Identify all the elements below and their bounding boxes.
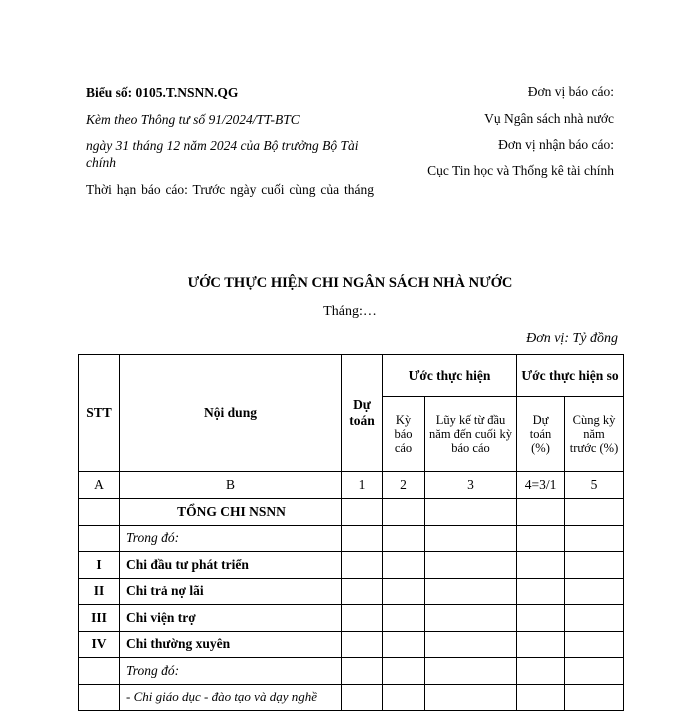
row-content: Trong đó:	[120, 525, 342, 552]
empty-cell	[565, 658, 624, 685]
empty-cell	[383, 631, 425, 658]
unit-label: Đơn vị: Tỷ đồng	[526, 331, 618, 346]
empty-cell	[383, 658, 425, 685]
empty-cell	[565, 684, 624, 711]
row-content: - Chi giáo dục - đào tạo và dạy nghề	[120, 684, 342, 711]
empty-cell	[342, 499, 383, 526]
empty-cell	[342, 552, 383, 579]
row-content: Chi viện trợ	[120, 605, 342, 632]
row-content: TỔNG CHI NSNN	[120, 499, 342, 526]
issue-date: ngày 31 tháng 12 năm 2024 của Bộ trưởng Bộ Tài chính	[86, 138, 359, 170]
table-row	[79, 525, 624, 552]
empty-cell	[425, 525, 517, 552]
header-compare: Ước thực hiện so	[517, 355, 624, 397]
empty-cell	[425, 658, 517, 685]
empty-cell	[565, 605, 624, 632]
table-row	[79, 605, 624, 632]
empty-cell	[565, 525, 624, 552]
reporting-unit-label: Đơn vị báo cáo:	[527, 84, 614, 99]
empty-cell	[425, 578, 517, 605]
empty-cell	[565, 578, 624, 605]
receiving-unit-label: Đơn vị nhận báo cáo:	[498, 137, 614, 152]
empty-cell	[342, 605, 383, 632]
index-cell: B	[120, 472, 342, 499]
index-cell: 5	[565, 472, 624, 499]
row-stt	[79, 658, 120, 685]
form-number: Biểu số: 0105.T.NSNN.QG	[86, 85, 239, 100]
row-stt: II	[79, 578, 120, 605]
table-row	[79, 499, 624, 526]
table-row	[79, 658, 624, 685]
empty-cell	[425, 605, 517, 632]
row-stt: III	[79, 605, 120, 632]
header-vs-last-year: Cùng kỳ năm trước (%)	[565, 397, 624, 472]
empty-cell	[383, 578, 425, 605]
header-estimated-implementation: Ước thực hiện	[383, 355, 517, 397]
empty-cell	[517, 684, 565, 711]
index-row	[79, 472, 624, 499]
report-deadline: Thời hạn báo cáo: Trước ngày cuối cùng của tháng	[86, 182, 374, 197]
empty-cell	[342, 658, 383, 685]
row-content: Trong đó:	[120, 658, 342, 685]
reporting-unit: Vụ Ngân sách nhà nước	[484, 111, 614, 126]
table-row	[79, 684, 624, 711]
budget-table	[78, 354, 624, 711]
index-cell: 4=3/1	[517, 472, 565, 499]
header-stt: STT	[79, 355, 120, 472]
empty-cell	[425, 631, 517, 658]
empty-cell	[517, 552, 565, 579]
header-content: Nội dung	[120, 355, 342, 472]
row-content: Chi thường xuyên	[120, 631, 342, 658]
report-title: ƯỚC THỰC HIỆN CHI NGÂN SÁCH NHÀ NƯỚC	[187, 275, 513, 291]
row-stt	[79, 525, 120, 552]
empty-cell	[383, 605, 425, 632]
table-row	[79, 552, 624, 579]
row-content: Chi đầu tư phát triển	[120, 552, 342, 579]
empty-cell	[383, 525, 425, 552]
empty-cell	[383, 684, 425, 711]
empty-cell	[383, 499, 425, 526]
row-stt	[79, 684, 120, 711]
table-row	[79, 631, 624, 658]
row-content: Chi trả nợ lãi	[120, 578, 342, 605]
table-row	[79, 578, 624, 605]
empty-cell	[383, 552, 425, 579]
report-month: Tháng:…	[323, 304, 377, 319]
header-estimate: Dự toán	[342, 355, 383, 472]
empty-cell	[342, 684, 383, 711]
circular-reference: Kèm theo Thông tư số 91/2024/TT-BTC	[86, 112, 300, 127]
empty-cell	[565, 499, 624, 526]
header-period: Kỳ báo cáo	[383, 397, 425, 472]
empty-cell	[565, 631, 624, 658]
empty-cell	[425, 499, 517, 526]
receiving-unit: Cục Tin học và Thống kê tài chính	[427, 163, 614, 178]
empty-cell	[342, 525, 383, 552]
index-cell: 2	[383, 472, 425, 499]
empty-cell	[517, 658, 565, 685]
header-cumulative: Lũy kế từ đầu năm đến cuối kỳ báo cáo	[425, 397, 517, 472]
empty-cell	[425, 552, 517, 579]
empty-cell	[565, 552, 624, 579]
row-stt	[79, 499, 120, 526]
index-cell: 1	[342, 472, 383, 499]
row-stt: IV	[79, 631, 120, 658]
empty-cell	[342, 578, 383, 605]
index-cell: A	[79, 472, 120, 499]
row-stt: I	[79, 552, 120, 579]
index-cell: 3	[425, 472, 517, 499]
empty-cell	[517, 578, 565, 605]
empty-cell	[425, 684, 517, 711]
header-vs-estimate: Dự toán (%)	[517, 397, 565, 472]
empty-cell	[517, 499, 565, 526]
empty-cell	[517, 631, 565, 658]
empty-cell	[342, 631, 383, 658]
empty-cell	[517, 605, 565, 632]
empty-cell	[517, 525, 565, 552]
